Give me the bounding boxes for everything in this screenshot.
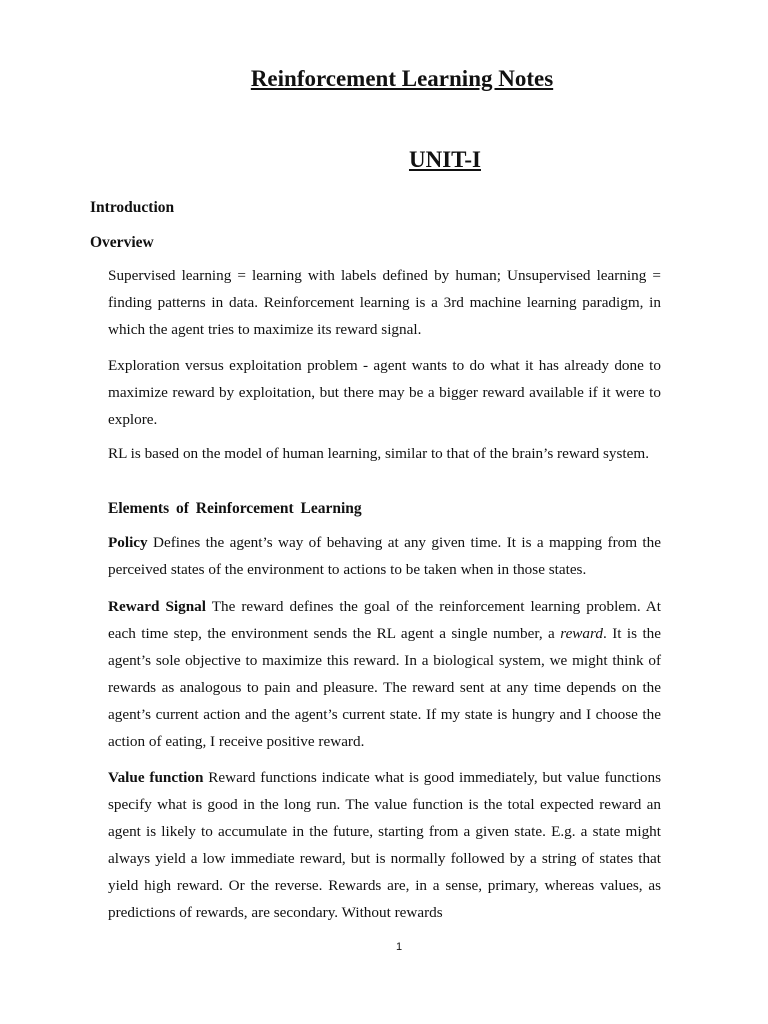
value-function-text: Reward functions indicate what is good immediately, but value functions specify what is good in the long run. The value function is the total expected reward an agent is likely to accumulate in the future, starting from a given state. E.g. a state might always yield a low immediate reward, but is normally followed by a string of states that yield high reward. Or the reverse. Rewards are, in a sense, primary, whereas values, as predictions of rewards, are secondary. Without rewards: [108, 769, 661, 921]
value-function-term: Value function: [108, 769, 204, 786]
unit-heading: UNIT-I: [408, 147, 481, 172]
policy-text: Defines the agent’s way of behaving at any given time. It is a mapping from the perceived states of the environment to actions to be taken when in those states.: [108, 534, 661, 578]
elements-heading: Elements of Reinforcement Learning: [108, 500, 362, 517]
reward-emphasis: reward: [560, 625, 603, 642]
document-title: Reinforcement Learning Notes: [250, 66, 554, 91]
subsection-heading-overview: Overview: [90, 234, 154, 251]
overview-paragraph-1: Supervised learning = learning with labels defined by human; Unsupervised learning = finding patterns in data. Reinforcement learning is a 3rd machine learning paradigm, in which the agent tries to maximize its reward signal.: [108, 267, 661, 338]
page-number: 1: [395, 941, 403, 953]
section-heading-introduction: Introduction: [90, 199, 175, 216]
reward-signal-text-after: . It is the agent’s sole objective to maximize this reward. In a biological system, we might think of rewards as analogous to pain and pleasure. The reward sent at any time depends on the agent’s current action and the agent’s current state. If my state is hungry and I choose the action of eating, I receive positive reward.: [108, 625, 661, 750]
overview-paragraph-2: Exploration versus exploitation problem - agent wants to do what it has already done to maximize reward by exploitation, but there may be a bigger reward available if it were to explore.: [108, 357, 661, 428]
value-function-paragraph: [108, 764, 661, 926]
reward-signal-paragraph: [108, 593, 661, 755]
overview-paragraph-3: RL is based on the model of human learning, similar to that of the brain’s reward system.: [108, 445, 650, 462]
policy-term: Policy: [108, 534, 148, 551]
policy-paragraph: [108, 529, 661, 583]
reward-signal-term: Reward Signal: [108, 598, 206, 615]
reward-signal-text-before: The reward defines the goal of the reinforcement learning problem. At each time step, the environment sends the RL agent a single number, a: [108, 598, 661, 642]
